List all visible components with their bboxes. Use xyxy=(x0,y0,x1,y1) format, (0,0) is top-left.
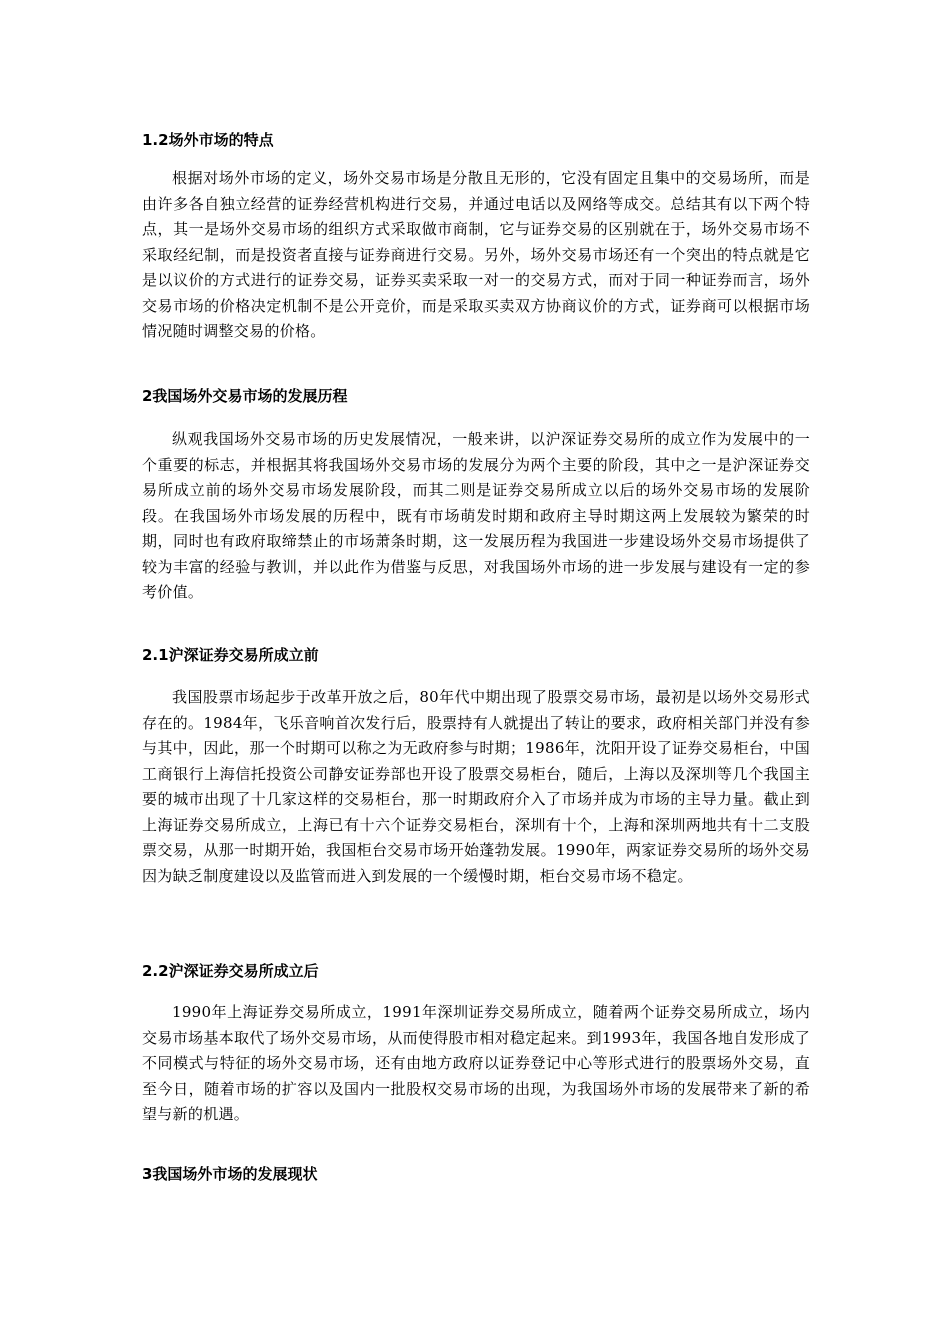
section-heading-1-2: 1.2场外市场的特点 xyxy=(142,131,274,149)
section-paragraph-2-2: 1990年上海证券交易所成立，1991年深圳证券交易所成立，随着两个证券交易所成立，场内交易市场基本取代了场外交易市场，从而使得股市相对稳定起来。到1993年，我国各地自发形成了不同模式与特征的场外交易市场，还有由地方政府以证券登记中心等形式进行的股票场外交易，直至今日，随着市场的扩容以及国内一批股权交易市场的出现，为我国场外市场的发展带来了新的希望与新的机遇。 xyxy=(142,1003,810,1123)
section-heading-2-2: 2.2沪深证券交易所成立后 xyxy=(142,962,319,980)
section-paragraph-1-2: 根据对场外市场的定义，场外交易市场是分散且无形的，它没有固定且集中的交易场所，而是由许多各自独立经营的证券经营机构进行交易，并通过电话以及网络等成交。总结其有以下两个特点，其一是场外交易市场的组织方式采取做市商制，它与证券交易的区别就在于，场外交易市场不采取经纪制，而是投资者直接与证券商进行交易。另外，场外交易市场还有一个突出的特点就是它是以议价的方式进行的证券交易，证券买卖采取一对一的交易方式，而对于同一种证券而言，场外交易市场的价格决定机制不是公开竞价，而是采取买卖双方协商议价的方式，证券商可以根据市场情况随时调整交易的价格。 xyxy=(142,169,810,340)
section-paragraph-2: 纵观我国场外交易市场的历史发展情况，一般来讲，以沪深证券交易所的成立作为发展中的一个重要的标志，并根据其将我国场外交易市场的发展分为两个主要的阶段，其中之一是沪深证券交易所成立前的场外交易市场发展阶段，而其二则是证券交易所成立以后的场外交易市场的发展阶段。在我国场外市场发展的历程中，既有市场萌发时期和政府主导时期这两上发展较为繁荣的时期，同时也有政府取缔禁止的市场萧条时期，这一发展历程为我国进一步建设场外交易市场提供了较为丰富的经验与教训，并以此作为借鉴与反思，对我国场外市场的进一步发展与建设有一定的参考价值。 xyxy=(142,430,810,601)
section-heading-2-1: 2.1沪深证券交易所成立前 xyxy=(142,646,319,664)
section-heading-2: 2我国场外交易市场的发展历程 xyxy=(142,387,348,405)
section-heading-3: 3我国场外市场的发展现状 xyxy=(142,1165,318,1183)
section-paragraph-2-1: 我国股票市场起步于改革开放之后，80年代中期出现了股票交易市场，最初是以场外交易形式存在的。1984年，飞乐音响首次发行后，股票持有人就提出了转让的要求，政府相关部门并没有参与其中，因此，那一个时期可以称之为无政府参与时期；1986年，沈阳开设了证券交易柜台，中国工商银行上海信托投资公司静安证券部也开设了股票交易柜台，随后，上海以及深圳等几个我国主要的城市出现了十几家这样的交易柜台，那一时期政府介入了市场并成为市场的主导力量。截止到上海证券交易所成立，上海已有十六个证券交易柜台，深圳有十个，上海和深圳两地共有十二支股票交易，从那一时期开始，我国柜台交易市场开始蓬勃发展。1990年，两家证券交易所的场外交易因为缺乏制度建设以及监管而进入到发展的一个缓慢时期，柜台交易市场不稳定。 xyxy=(142,688,810,885)
